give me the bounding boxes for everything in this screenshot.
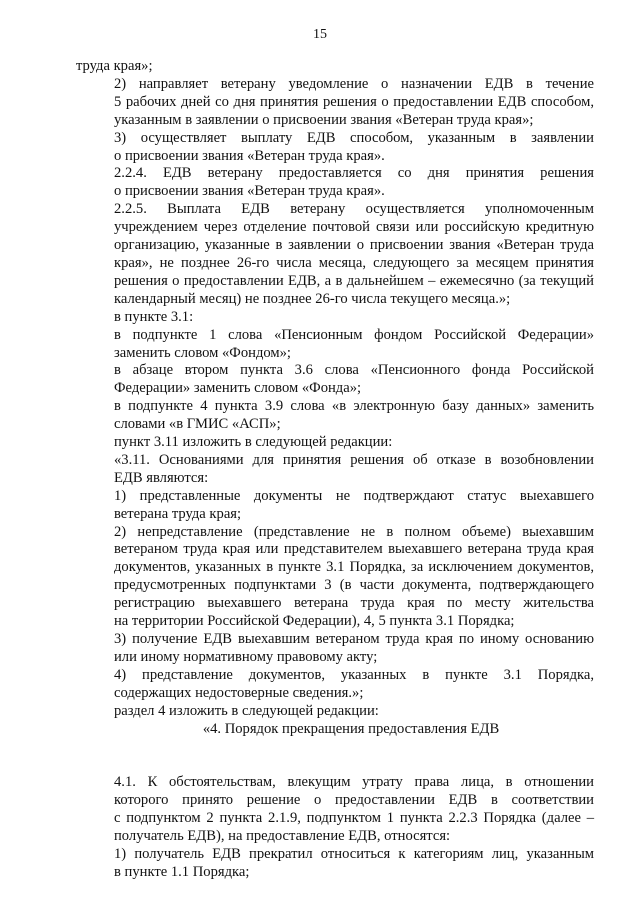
text-line: края», не позднее 26-го числа месяца, следующего за месяцем принятия (114, 254, 594, 271)
text-line: в подпункте 1 слова «Пенсионным фондом Российской Федерации» (114, 326, 594, 343)
text-line: календарный месяц) не позднее 26-го числа текущего месяца.»; (114, 290, 511, 307)
text-line: регистрацию выехавшего ветерана труда края по месту жительства (114, 595, 594, 612)
text-line: содержащих недостоверные сведения.»; (114, 684, 364, 701)
text-line: или иному нормативному правовому акту; (114, 648, 378, 665)
text-line: 1) представленные документы не подтверждают статус выехавшего (114, 487, 594, 504)
text-line: ЕДВ являются: (114, 469, 209, 486)
text-line: указанным в заявлении о присвоении звания «Ветеран труда края»; (114, 111, 534, 128)
text-line: 2.2.4. ЕДВ ветерану предоставляется со дня принятия решения (114, 165, 594, 182)
text-line: в абзаце втором пункта 3.6 слова «Пенсионного фонда Российской (114, 362, 594, 379)
paragraph-point-3-6 (76, 362, 594, 398)
paragraph-subpoint-1 (76, 327, 594, 363)
paragraph-point-3-9 (76, 398, 594, 434)
paragraph-item-3-payment (76, 130, 594, 166)
paragraph-3-11-item-4 (76, 667, 594, 703)
text-line: о присвоении звания «Ветеран труда края». (114, 183, 385, 200)
paragraph-3-11-item-1 (76, 488, 594, 524)
paragraph-2-2-4 (76, 165, 594, 201)
paragraph-3-11 (76, 452, 594, 488)
text-line: в пункте 1.1 Порядка; (114, 863, 250, 880)
paragraph-4-1-item-1 (76, 846, 594, 882)
text-line: 4) представление документов, указанных в пункте 3.1 Порядка, (114, 666, 594, 683)
text-line: получатель ЕДВ), на предоставление ЕДВ, относятся: (114, 828, 451, 845)
text-line: учреждением через отделение почтовой связи или российскую кредитную (114, 219, 594, 236)
text-line: ветерана труда края; (114, 505, 242, 522)
paragraph-2-2-5 (76, 201, 594, 308)
text-line: с подпунктом 2 пункта 2.1.9, подпунктом 1 пункта 2.2.3 Порядка (далее – (114, 810, 594, 827)
text-line: 4.1. К обстоятельствам, влекущим утрату права лица, в отношении (114, 774, 594, 791)
paragraph-3-11-item-2 (76, 524, 594, 631)
paragraph-point-3-1: в пункте 3.1: (114, 308, 194, 325)
paragraph-point-3-11-intro: пункт 3.11 изложить в следующей редакции: (114, 434, 393, 451)
text-line: 3) осуществляет выплату ЕДВ способом, указанным в заявлении (114, 129, 594, 146)
document-body (76, 58, 594, 882)
text-line: 2.2.5. Выплата ЕДВ ветерану осуществляется уполномоченным (114, 201, 594, 218)
paragraph-4-1 (76, 774, 594, 846)
text-line: предусмотренных подпунктами 3 (в части документа, подтверждающего (114, 577, 594, 594)
text-line: решения о предоставлении ЕДВ, а в дальнейшем – ежемесячно (за текущий (114, 272, 594, 289)
text-line: организацию, указанные в заявлении о присвоении звания «Ветеран труда (114, 237, 594, 254)
text-line: словами «в ГМИС «АСП»; (114, 416, 281, 433)
text-line: 1) получатель ЕДВ прекратил относиться к категориям лиц, указанным (114, 846, 594, 863)
text-line: 2) непредставление (представление не в полном объеме) выехавшим (114, 523, 594, 540)
text-line: 5 рабочих дней со дня принятия решения о предоставлении ЕДВ способом, (114, 93, 594, 110)
text-line: о присвоении звания «Ветеран труда края». (114, 147, 385, 164)
text-line: в подпункте 4 пункта 3.9 слова «в электронную базу данных» заменить (114, 398, 594, 415)
spacer (76, 738, 594, 774)
section-4-heading: «4. Порядок прекращения предоставления ЕДВ (202, 720, 500, 737)
page-number: 15 (313, 27, 327, 42)
paragraph-continuation: труда края»; (76, 58, 153, 74)
text-line: ветераном труда края или представителем выехавшего ветерана труда края (114, 541, 594, 558)
paragraph-item-2-notify (76, 76, 594, 130)
text-line: 2) направляет ветерану уведомление о назначении ЕДВ в течение (114, 75, 594, 92)
text-line: документов, указанных в пункте 3.1 Порядка, за исключением документов, (114, 559, 594, 576)
paragraph-3-11-item-3 (76, 631, 594, 667)
text-line: заменить словом «Фондом»; (114, 344, 291, 361)
text-line: на территории Российской Федерации), 4, 5 пункта 3.1 Порядка; (114, 613, 515, 630)
text-line: «3.11. Основаниями для принятия решения об отказе в возобновлении (114, 451, 594, 468)
text-line: Федерации» заменить словом «Фонда»; (114, 380, 362, 397)
paragraph-section-4-intro: раздел 4 изложить в следующей редакции: (114, 702, 379, 719)
text-line: 3) получение ЕДВ выехавшим ветераном труда края по иному основанию (114, 631, 594, 647)
text-line: которого принято решение о предоставлении ЕДВ в соответствии (114, 792, 594, 809)
